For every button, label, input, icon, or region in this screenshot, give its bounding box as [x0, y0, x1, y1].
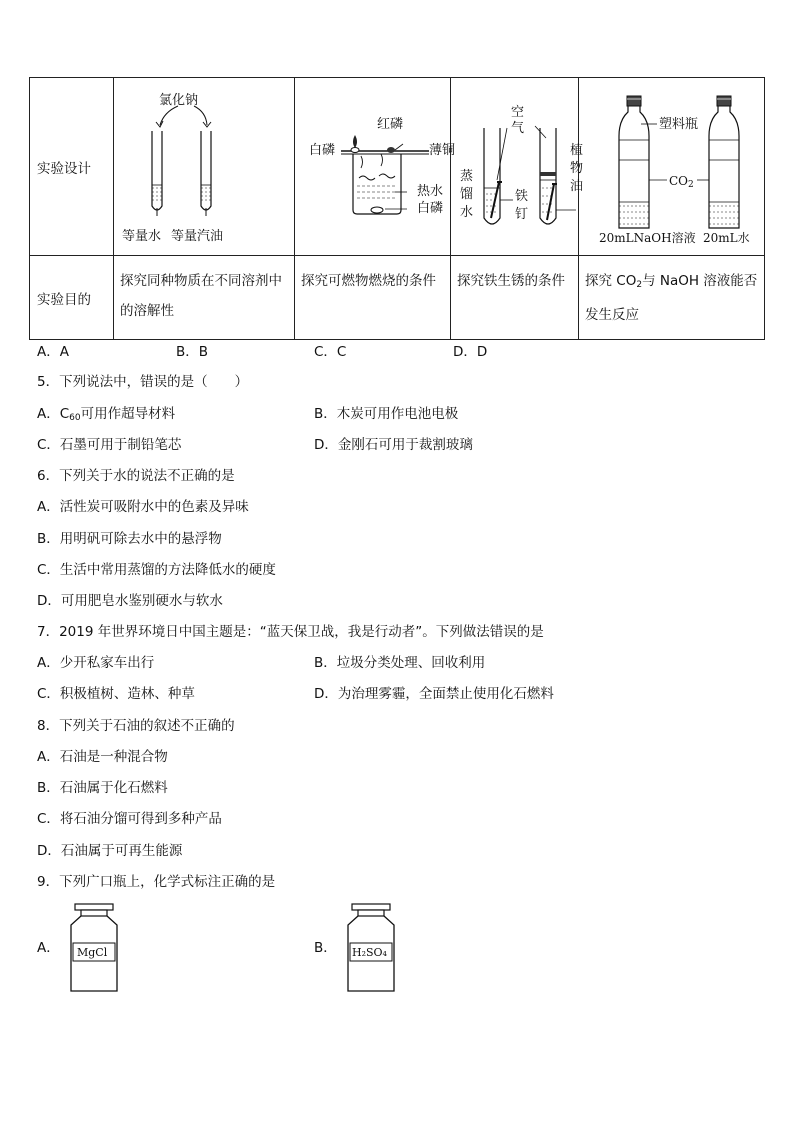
figure-b-cell — [295, 78, 456, 256]
figure-c — [451, 78, 584, 255]
label-distilled-1: 蒸 — [460, 169, 474, 184]
q7-option-c[interactable]: C．积极植树、造林、种草 — [37, 686, 195, 702]
figure-c-cell — [451, 78, 584, 256]
purpose-d — [579, 256, 765, 340]
label-salt: 氯化钠 — [159, 93, 199, 108]
label-oil-1: 植 — [570, 143, 584, 158]
label-hot-water: 热水 — [417, 184, 444, 199]
label-nail-2: 钉 — [515, 207, 529, 222]
label-water-20ml: 20mL水 — [703, 231, 750, 245]
purpose-b: 探究可燃物燃烧的条件 — [295, 256, 451, 340]
q6-option-a[interactable]: A．活性炭可吸附水中的色素及异味 — [37, 499, 249, 515]
q7-stem: 7．2019 年世界环境日中国主题是：“蓝天保卫战，我是行动者”。下列做法错误的是 — [37, 624, 544, 640]
q7-option-d[interactable]: D．为治理雾霾，全面禁止使用化石燃料 — [314, 686, 554, 702]
label-distilled-3: 水 — [460, 205, 474, 220]
q8-option-d[interactable]: D．石油属于可再生能源 — [37, 843, 183, 859]
label-white-phosphorus-top: 白磷 — [309, 143, 336, 158]
label-equal-water: 等量水 — [122, 229, 162, 244]
q9-option-b-label[interactable]: B． — [314, 940, 337, 956]
figure-b — [295, 78, 456, 255]
label-co2-main: CO — [669, 174, 689, 188]
label-red-phosphorus: 红磷 — [377, 117, 404, 132]
bottle-a-label: MgCl — [77, 946, 108, 959]
label-co2 — [669, 174, 694, 192]
q6-stem: 6．下列关于水的说法不正确的是 — [37, 468, 235, 484]
figure-a-cell — [114, 78, 295, 256]
q5-option-a[interactable] — [37, 402, 175, 423]
bottle-b-label: H₂SO₄ — [352, 946, 387, 959]
q8-option-b[interactable]: B．石油属于化石燃料 — [37, 780, 168, 796]
q6-option-d[interactable]: D．可用肥皂水鉴别硬水与软水 — [37, 593, 223, 609]
label-copper: 薄铜 — [429, 143, 456, 158]
purpose-c: 探究铁生锈的条件 — [451, 256, 579, 340]
table-row-purpose — [30, 256, 765, 340]
q5-option-b[interactable]: B．木炭可用作电池电极 — [314, 406, 459, 422]
label-naoh-solution: 20mLNaOH溶液 — [599, 231, 696, 245]
row-label-purpose: 实验目的 — [30, 256, 114, 340]
label-oil-3: 油 — [570, 179, 584, 194]
purpose-d-pre: 探究 CO — [585, 273, 637, 289]
figure-d — [579, 78, 764, 255]
label-co2-sub: 2 — [688, 180, 694, 190]
q4-option-c[interactable]: C．C — [314, 344, 347, 360]
q5-option-a-sub: 60 — [69, 413, 81, 423]
q6-option-c[interactable]: C．生活中常用蒸馏的方法降低水的硬度 — [37, 562, 276, 578]
bottle-b[interactable] — [343, 903, 399, 993]
q7-option-b[interactable]: B．垃圾分类处理、回收利用 — [314, 655, 486, 671]
label-equal-gasoline: 等量汽油 — [171, 229, 224, 244]
q9-option-a-label[interactable]: A． — [37, 940, 60, 956]
purpose-d-sub: 2 — [636, 280, 643, 290]
purpose-d-post: 与 NaOH 溶液能否发生反应 — [585, 273, 758, 323]
experiment-table — [29, 77, 765, 340]
q6-option-b[interactable]: B．用明矾可除去水中的悬浮物 — [37, 531, 222, 547]
q8-option-a[interactable]: A．石油是一种混合物 — [37, 749, 168, 765]
row-label-design: 实验设计 — [30, 78, 114, 256]
q5-stem: 5．下列说法中，错误的是（ ） — [37, 374, 249, 390]
q7-option-a[interactable]: A．少开私家车出行 — [37, 655, 155, 671]
figure-d-drawing — [579, 78, 765, 255]
label-air-2: 气 — [511, 121, 525, 136]
q8-stem: 8．下列关于石油的叙述不正确的 — [37, 718, 235, 734]
q5-option-c[interactable]: C．石墨可用于制铅笔芯 — [37, 437, 182, 453]
table-row-design — [30, 78, 765, 256]
q5-option-a-post: 可用作超导材料 — [80, 406, 176, 422]
q9-stem: 9．下列广口瓶上，化学式标注正确的是 — [37, 874, 276, 890]
q5-option-a-pre: A．C — [37, 406, 70, 422]
bottle-a[interactable] — [66, 903, 122, 993]
q8-option-c[interactable]: C．将石油分馏可得到多种产品 — [37, 811, 222, 827]
purpose-a: 探究同种物质在不同溶剂中的溶解性 — [114, 256, 295, 340]
figure-d-cell — [579, 78, 765, 256]
label-white-phosphorus-bottom: 白磷 — [417, 201, 444, 216]
figure-b-drawing — [295, 78, 451, 255]
label-oil-2: 物 — [570, 161, 584, 176]
q5-option-d[interactable]: D．金刚石可用于裁割玻璃 — [314, 437, 473, 453]
label-plastic-bottle: 塑料瓶 — [659, 117, 699, 132]
figure-a — [114, 78, 294, 255]
q4-option-a[interactable]: A．A — [37, 344, 69, 360]
label-air-1: 空 — [511, 105, 525, 120]
q4-option-b[interactable]: B．B — [176, 344, 209, 360]
q4-option-d[interactable]: D．D — [453, 344, 488, 360]
label-nail-1: 铁 — [515, 189, 529, 204]
label-distilled-2: 馏 — [460, 187, 474, 202]
